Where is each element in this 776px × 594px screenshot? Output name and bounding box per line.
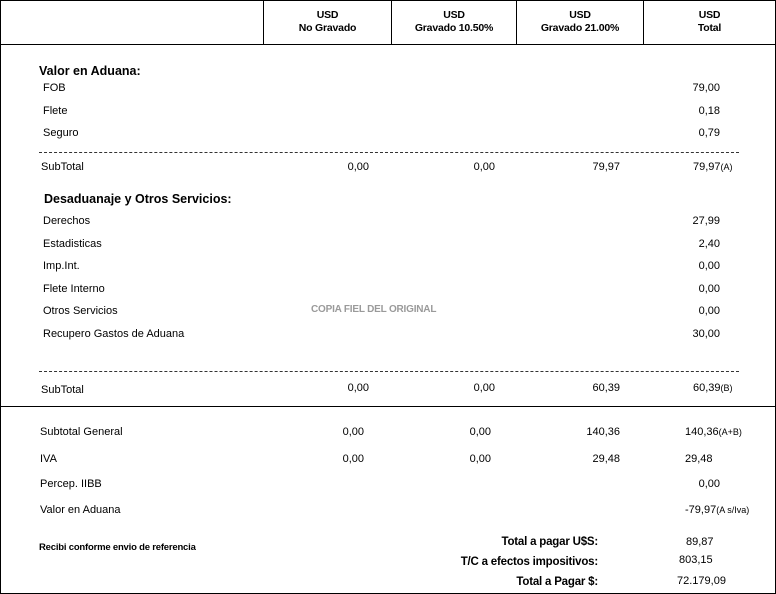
subtotal-general-gravado-21: 140,36: [586, 426, 620, 438]
row-label: Derechos: [43, 215, 91, 227]
subtotal-label: SubTotal: [41, 161, 84, 173]
header-label: No Gravado: [298, 22, 357, 34]
dashed-separator: [39, 371, 739, 372]
row-label: Seguro: [43, 127, 79, 139]
percep-iibb-label: Percep. IIBB: [40, 478, 102, 490]
row-total: 0,18: [698, 105, 720, 117]
subtotal-label: SubTotal: [41, 384, 84, 396]
header-gravado-21: [516, 1, 643, 44]
header-label: Gravado 21.00%: [540, 22, 620, 34]
subtotal-no-gravado: 0,00: [347, 161, 369, 173]
tc-value: 803,15: [679, 554, 713, 566]
row-total: 0,00: [698, 305, 720, 317]
valor-aduana-total: [685, 504, 749, 516]
subtotal-total-value: 79,97: [693, 161, 721, 173]
tc-label: T/C a efectos impositivos:: [460, 556, 598, 568]
total-ars-label: Total a Pagar $:: [516, 576, 598, 588]
section-title-desaduanaje: Desaduanaje y Otros Servicios:: [44, 192, 232, 206]
header-gravado-105: [391, 1, 516, 44]
iva-label: IVA: [40, 453, 57, 465]
subtotal-suffix: (B): [720, 383, 733, 393]
subtotal-gravado-21: 60,39: [592, 382, 620, 394]
row-total: 2,40: [698, 238, 720, 250]
subtotal-gravado-105: 0,00: [473, 161, 495, 173]
iva-gravado-21: 29,48: [592, 453, 620, 465]
subtotal-general-total-value: 140,36: [685, 426, 719, 438]
subtotal-suffix: (A): [720, 162, 733, 172]
subtotal-general-no-gravado: 0,00: [342, 426, 364, 438]
header-row: [0, 0, 776, 45]
dashed-separator: [39, 152, 739, 153]
iva-no-gravado: 0,00: [342, 453, 364, 465]
row-label: Imp.Int.: [43, 260, 80, 272]
header-total: [643, 1, 775, 44]
row-total: 0,79: [698, 127, 720, 139]
header-currency: USD: [569, 9, 591, 21]
subtotal-total-value: 60,39: [693, 382, 721, 394]
subtotal-total: [693, 161, 733, 173]
subtotal-general-suffix: (A+B): [718, 427, 742, 437]
total-usd-value: 89,87: [686, 536, 714, 548]
section-title-valor-aduana: Valor en Aduana:: [39, 64, 141, 78]
valor-aduana-label: Valor en Aduana: [40, 504, 121, 516]
row-label: Otros Servicios: [43, 305, 118, 317]
row-label: Recupero Gastos de Aduana: [43, 328, 185, 340]
valor-aduana-suffix: (A s/Iva): [716, 505, 750, 515]
subtotal-no-gravado: 0,00: [347, 382, 369, 394]
subtotal-gravado-105: 0,00: [473, 382, 495, 394]
valor-aduana-total-value: -79,97: [685, 504, 717, 516]
row-label: Flete: [43, 105, 68, 117]
subtotal-general-total: [685, 426, 742, 438]
subtotal-total: [693, 382, 733, 394]
iva-gravado-105: 0,00: [469, 453, 491, 465]
iva-total: 29,48: [685, 453, 713, 465]
total-ars-value: 72.179,09: [677, 575, 726, 587]
header-currency: USD: [443, 9, 465, 21]
section-divider: [0, 406, 776, 407]
total-usd-label: Total a pagar U$S:: [501, 536, 598, 548]
row-total: 0,00: [698, 283, 720, 295]
subtotal-general-gravado-105: 0,00: [469, 426, 491, 438]
header-label: Gravado 10.50%: [414, 22, 494, 34]
watermark-copia-fiel: COPIA FIEL DEL ORIGINAL: [311, 304, 437, 315]
recibi-conforme-text: Recibi conforme envio de referencia: [39, 542, 196, 553]
subtotal-gravado-21: 79,97: [592, 161, 620, 173]
row-total: 79,00: [692, 82, 720, 94]
percep-iibb-total: 0,00: [698, 478, 720, 490]
row-total: 0,00: [698, 260, 720, 272]
header-no-gravado: [263, 1, 391, 44]
row-label: FOB: [43, 82, 66, 94]
subtotal-general-label: Subtotal General: [40, 426, 123, 438]
header-currency: USD: [316, 9, 339, 21]
row-total: 27,99: [692, 215, 720, 227]
row-label: Flete Interno: [43, 283, 105, 295]
header-label: Total: [697, 22, 722, 34]
header-currency: USD: [698, 9, 721, 21]
row-total: 30,00: [692, 328, 720, 340]
row-label: Estadisticas: [43, 238, 102, 250]
